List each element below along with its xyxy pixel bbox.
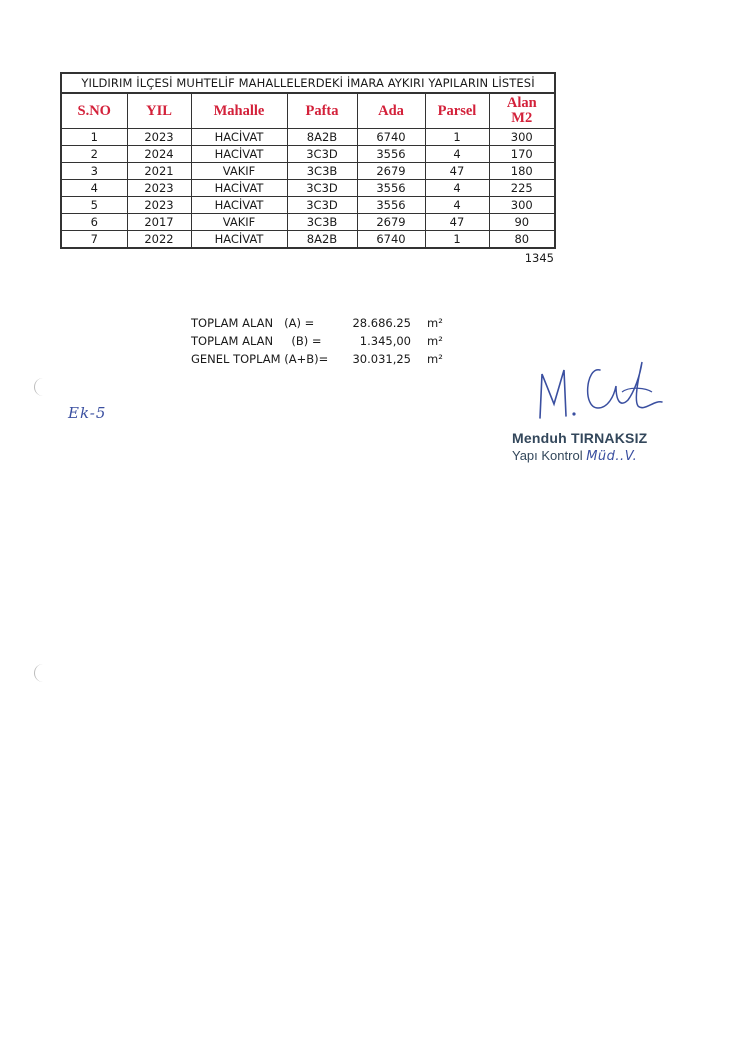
table-cell: 3 xyxy=(61,163,127,180)
table-cell: 2024 xyxy=(127,146,191,163)
summary-value: 1.345,00 xyxy=(359,334,411,348)
table-cell: 7 xyxy=(61,231,127,249)
table-header-row xyxy=(61,93,555,129)
table-header-cell: Mahalle xyxy=(191,93,287,129)
table-cell: 6 xyxy=(61,214,127,231)
table-cell: 300 xyxy=(489,197,555,214)
table-cell: 3556 xyxy=(357,180,425,197)
table-row xyxy=(61,197,555,214)
signatory-role xyxy=(512,448,647,464)
signatory-role-text: Yapı Kontrol xyxy=(512,448,583,463)
table-cell: 3C3D xyxy=(287,180,357,197)
summary-unit: m² xyxy=(427,316,443,330)
table-cell: HACİVAT xyxy=(191,146,287,163)
signatory-name: Menduh TIRNAKSIZ xyxy=(512,430,648,446)
table-cell: HACİVAT xyxy=(191,129,287,146)
table-cell: VAKIF xyxy=(191,163,287,180)
table-header-cell: Ada xyxy=(357,93,425,129)
signatory-block xyxy=(512,430,647,464)
table-cell: HACİVAT xyxy=(191,180,287,197)
table-header-cell: Pafta xyxy=(287,93,357,129)
punch-mark xyxy=(34,664,45,682)
table-header-cell: Parsel xyxy=(425,93,489,129)
annex-note: Ek-5 xyxy=(68,404,107,422)
table-cell: 2023 xyxy=(127,129,191,146)
table-cell: 8A2B xyxy=(287,231,357,249)
table-row xyxy=(61,163,555,180)
table-cell: VAKIF xyxy=(191,214,287,231)
table-row xyxy=(61,231,555,249)
area-summary xyxy=(191,314,451,368)
table-body xyxy=(61,129,555,249)
signature-image xyxy=(530,356,670,426)
table-cell: HACİVAT xyxy=(191,231,287,249)
summary-line xyxy=(191,350,451,368)
summary-unit: m² xyxy=(427,352,443,366)
table-cell: 2 xyxy=(61,146,127,163)
table-cell: 90 xyxy=(489,214,555,231)
table-cell: 8A2B xyxy=(287,129,357,146)
table-cell: 300 xyxy=(489,129,555,146)
table-cell: 2021 xyxy=(127,163,191,180)
table-cell: 47 xyxy=(425,214,489,231)
table-header-cell: YIL xyxy=(127,93,191,129)
table-cell: 2023 xyxy=(127,180,191,197)
table-cell: 3556 xyxy=(357,197,425,214)
table-row xyxy=(61,180,555,197)
table-cell: 47 xyxy=(425,163,489,180)
summary-label: TOPLAM ALAN (A) = xyxy=(191,316,315,330)
table-cell: 5 xyxy=(61,197,127,214)
table-cell: 225 xyxy=(489,180,555,197)
table-cell: 4 xyxy=(425,197,489,214)
summary-value: 30.031,25 xyxy=(352,352,411,366)
summary-line xyxy=(191,314,451,332)
summary-unit: m² xyxy=(427,334,443,348)
table-row xyxy=(61,146,555,163)
table-cell: 4 xyxy=(425,146,489,163)
summary-label: GENEL TOPLAM (A+B)= xyxy=(191,352,329,366)
table-cell: 2023 xyxy=(127,197,191,214)
summary-label: TOPLAM ALAN (B) = xyxy=(191,334,322,348)
table-cell: 4 xyxy=(425,180,489,197)
table-cell: 2017 xyxy=(127,214,191,231)
table-cell: 3C3B xyxy=(287,214,357,231)
table-cell: 1 xyxy=(425,231,489,249)
table-cell: 6740 xyxy=(357,231,425,249)
summary-value: 28.686.25 xyxy=(352,316,411,330)
table-cell: HACİVAT xyxy=(191,197,287,214)
table-cell: 3C3D xyxy=(287,197,357,214)
table-cell: 6740 xyxy=(357,129,425,146)
table-total: 1345 xyxy=(524,251,554,265)
table-header-cell: S.NO xyxy=(61,93,127,129)
table-row xyxy=(61,129,555,146)
illegal-structures-table xyxy=(60,72,556,249)
punch-mark xyxy=(34,378,45,396)
table-cell: 3C3D xyxy=(287,146,357,163)
table-cell: 2679 xyxy=(357,214,425,231)
illegal-structures-table-block xyxy=(60,72,554,267)
table-header-cell: Alan M2 xyxy=(489,93,555,129)
summary-line xyxy=(191,332,451,350)
table-total-row xyxy=(60,251,554,267)
table-cell: 180 xyxy=(489,163,555,180)
table-cell: 2679 xyxy=(357,163,425,180)
table-cell: 4 xyxy=(61,180,127,197)
table-row xyxy=(61,214,555,231)
table-cell: 1 xyxy=(61,129,127,146)
table-cell: 1 xyxy=(425,129,489,146)
table-cell: 3556 xyxy=(357,146,425,163)
table-title: YILDIRIM İLÇESİ MUHTELİF MAHALLELERDEKİ İMARA AYKIRI YAPILARIN LİSTESİ xyxy=(61,73,555,93)
table-cell: 2022 xyxy=(127,231,191,249)
table-cell: 80 xyxy=(489,231,555,249)
table-cell: 3C3B xyxy=(287,163,357,180)
signatory-role-handwritten: Müd..V. xyxy=(586,449,638,464)
table-cell: 170 xyxy=(489,146,555,163)
